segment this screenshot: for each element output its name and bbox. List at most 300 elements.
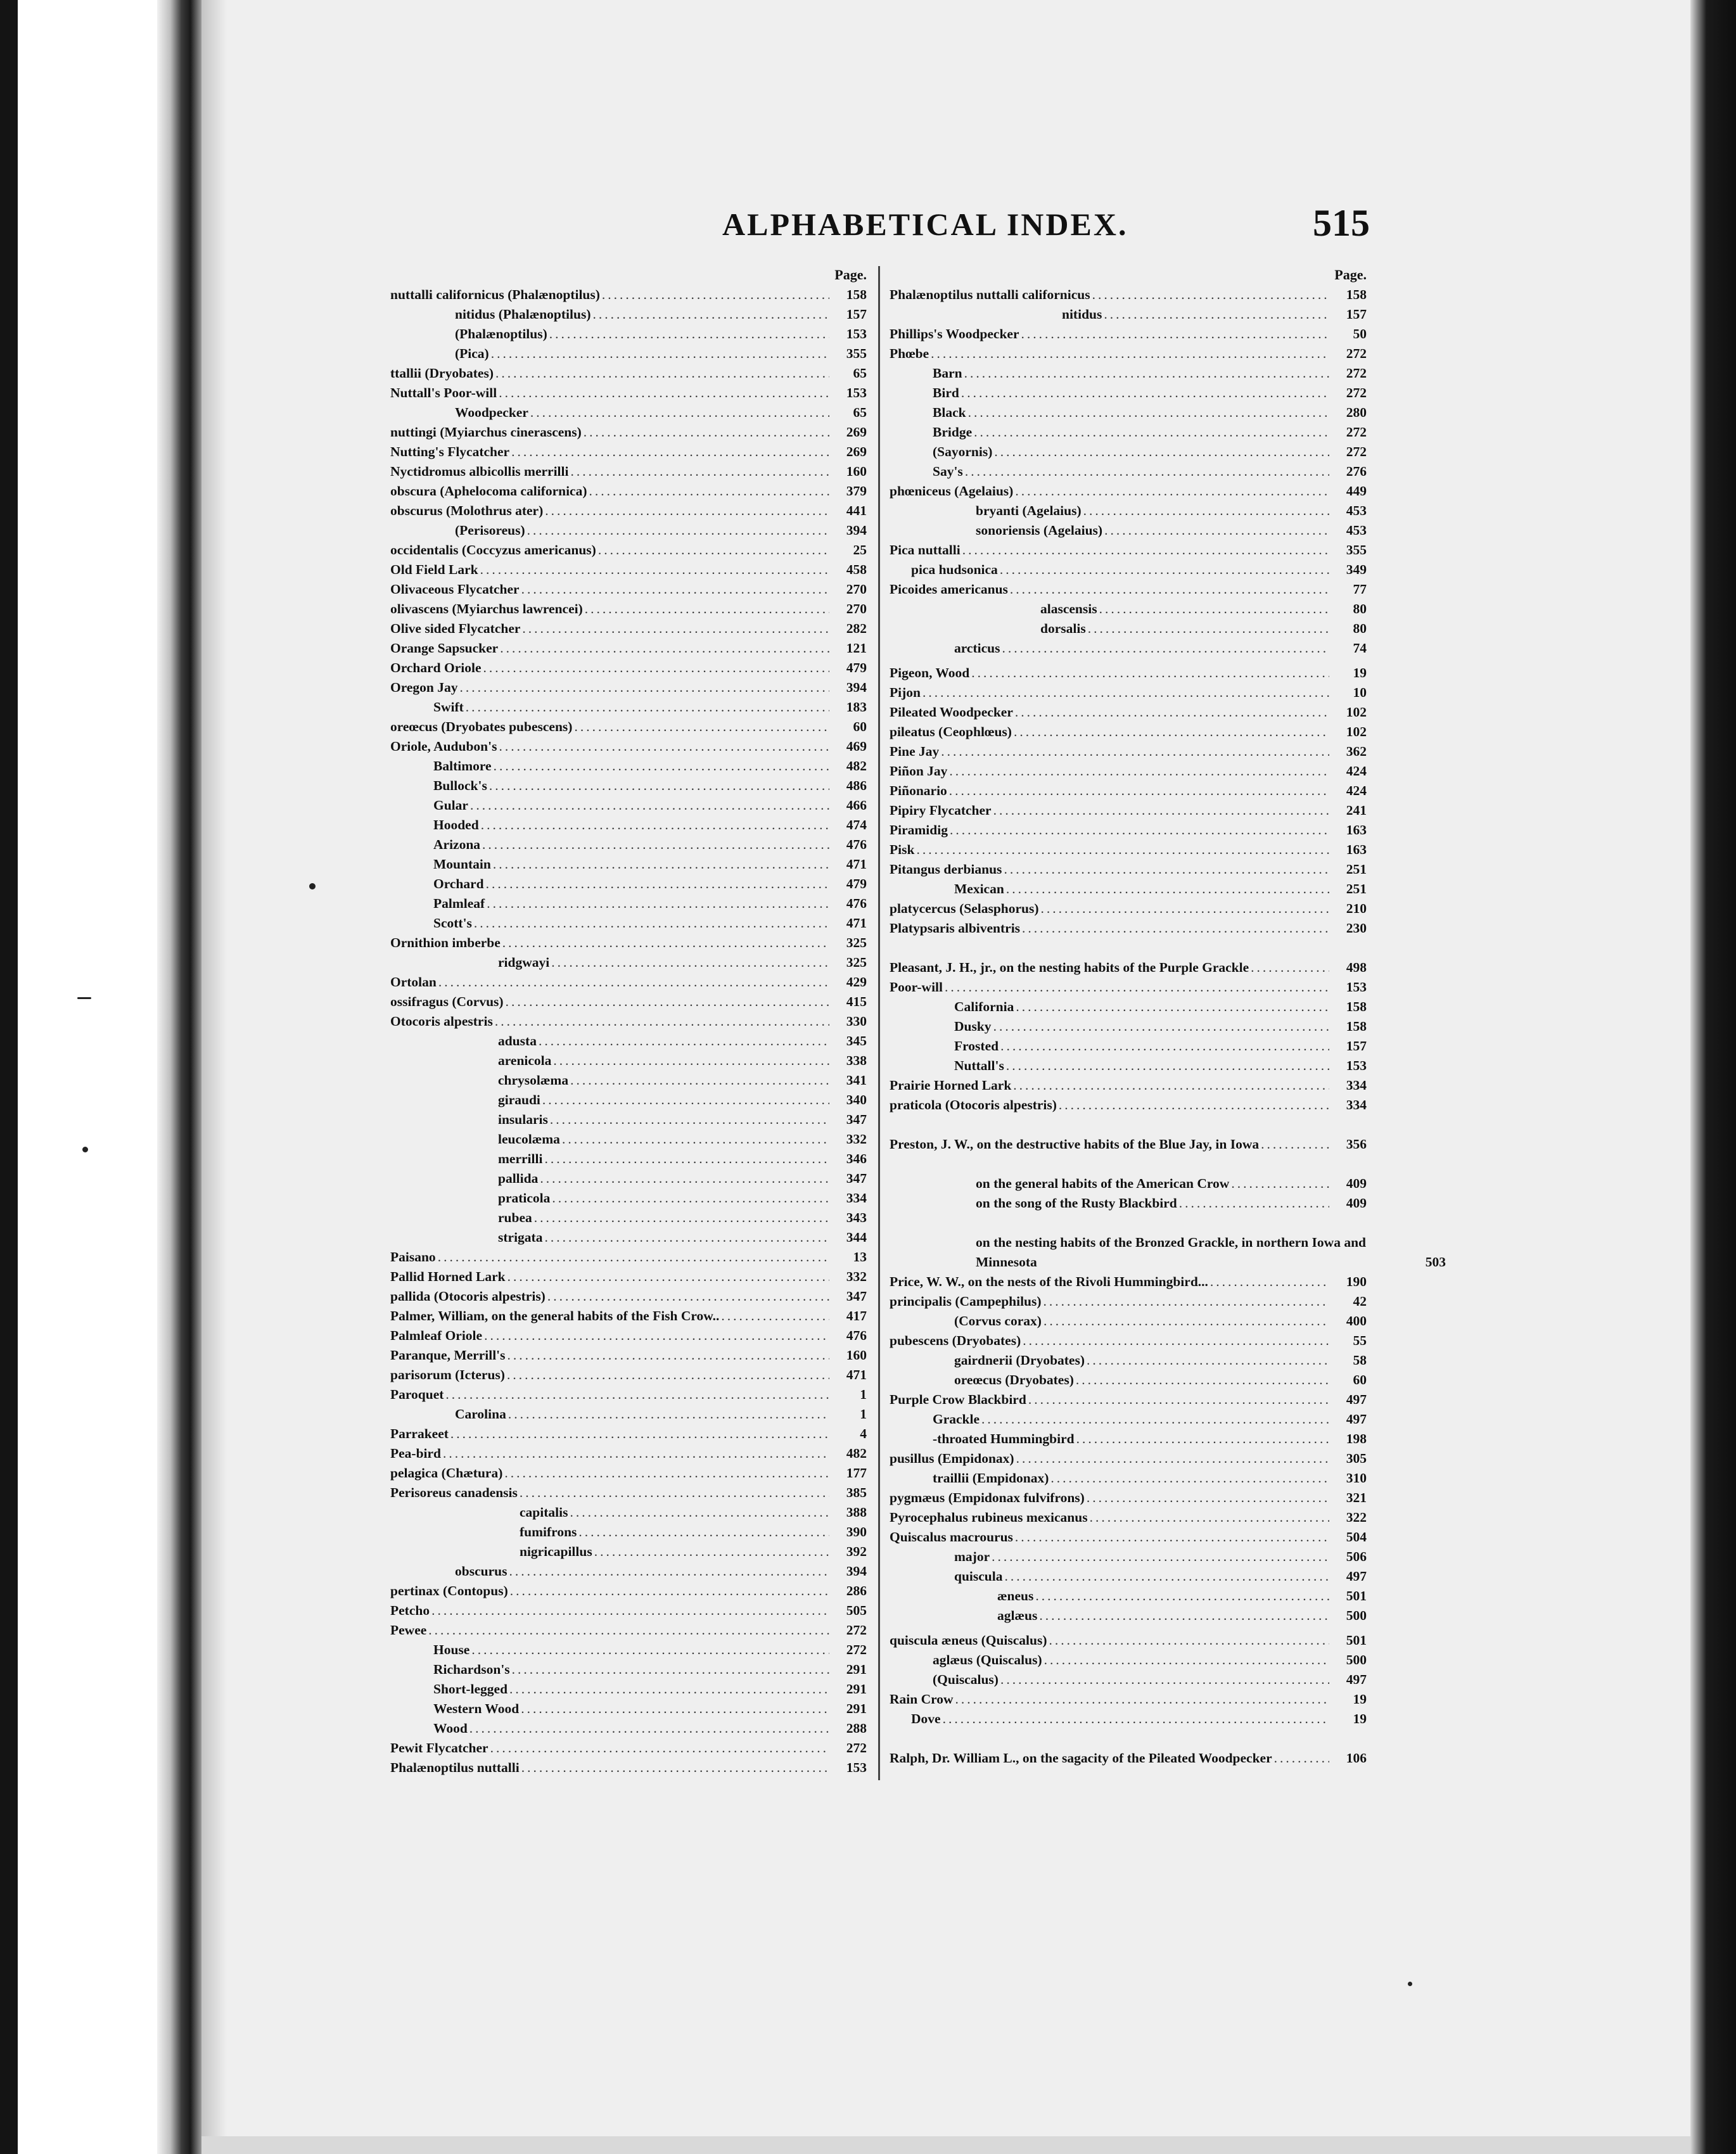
leader-dots [1023,1331,1329,1351]
entry-page-number: 424 [1346,783,1367,798]
entry-term: Carolina [455,1406,506,1422]
index-entry [390,1090,867,1110]
index-entry [390,855,867,874]
leader-dots [1015,481,1329,501]
index-entry [390,324,867,344]
entry-page-number: 334 [846,1190,867,1206]
entry-page-number: 338 [846,1053,867,1068]
entry-page-number: 486 [846,778,867,793]
entry-page-number: 13 [853,1249,867,1265]
index-entry [390,1228,867,1247]
leader-dots [491,344,829,364]
entry-term: Baltimore [433,758,492,774]
leader-dots [931,344,1329,364]
entry-page-number: 471 [846,857,867,872]
entry-term: nuttalli californicus (Phalænoptilus) [390,287,600,302]
leader-dots [512,1660,829,1679]
entry-page-number: 269 [846,444,867,459]
leader-dots [585,599,829,619]
entry-term: (Corvus corax) [954,1313,1042,1329]
entry-term: Short-legged [433,1681,508,1697]
entry-term: Nyctidromus albicollis merrilli [390,464,569,479]
index-entry [390,1601,867,1621]
leader-dots [993,1017,1329,1036]
leader-dots [508,1405,829,1424]
entry-term: Paisano [390,1249,436,1265]
index-entry [390,403,867,423]
entry-page-number: 55 [1353,1333,1367,1348]
index-entry [890,1056,1367,1076]
index-entry [890,1115,1367,1154]
entry-page-number: 347 [846,1112,867,1127]
index-entry [390,658,867,678]
entry-term: principalis (Campephilus) [890,1294,1042,1309]
leader-dots [495,364,829,383]
entry-page-number: 288 [846,1721,867,1736]
entry-term: California [954,999,1014,1014]
entry-term: Phalænoptilus nuttalli [390,1760,520,1775]
entry-page-number: 291 [846,1662,867,1677]
leader-dots [445,1385,829,1405]
page-number: 515 [1313,202,1370,244]
entry-term: Palmleaf Oriole [390,1328,483,1343]
entry-term: sonoriensis (Agelaius) [976,523,1103,538]
entry-term: Western Wood [433,1701,520,1716]
entry-page-number: 453 [1346,523,1367,538]
entry-term: Pine Jay [890,744,940,759]
leader-dots [1013,1076,1329,1095]
leader-dots [544,1228,829,1247]
entry-term: praticola [498,1190,551,1206]
entry-page-number: 400 [1346,1313,1367,1329]
index-entry [890,305,1367,324]
entry-term: olivascens (Myiarchus lawrencei) [390,601,583,616]
entry-page-number: 476 [846,1328,867,1343]
entry-term: Pewee [390,1622,427,1638]
leader-dots [1016,1449,1329,1469]
leader-dots [438,972,829,992]
leader-dots [1002,639,1329,658]
entry-term: Say's [933,464,963,479]
entry-term: dorsalis [1040,621,1086,636]
column-divider [878,266,880,1780]
entry-page-number: 1 [860,1406,867,1422]
entry-page-number: 497 [1346,1672,1367,1687]
index-entry [390,344,867,364]
entry-page-number: 153 [846,326,867,341]
index-entry [890,919,1367,938]
entry-term: Oriole, Audubon's [390,739,497,754]
entry-term: -throated Hummingbird [933,1431,1075,1446]
entry-term: Pea-bird [390,1446,442,1461]
entry-term: Black [933,405,966,420]
entry-term: strigata [498,1230,543,1245]
entry-term: Pewit Flycatcher [390,1740,488,1756]
entry-term: Pallid Horned Lark [390,1269,506,1284]
entry-page-number: 325 [846,955,867,970]
index-entry [390,540,867,560]
leader-dots [1076,1429,1329,1449]
entry-term: æneus [997,1588,1034,1603]
leader-dots [481,815,829,835]
entry-page-number: 153 [846,1760,867,1775]
leader-dots [941,742,1329,762]
entry-term: pygmæus (Empidonax fulvifrons) [890,1490,1085,1505]
entry-page-number: 344 [846,1230,867,1245]
leader-dots [562,1130,829,1149]
leader-dots [470,796,829,815]
index-entry [890,781,1367,801]
leader-dots [1251,958,1329,978]
gutter-shadow [201,0,227,2154]
entry-page-number: 102 [1346,704,1367,720]
entry-page-number: 482 [846,1446,867,1461]
entry-page-number: 479 [846,660,867,675]
leader-dots [1088,619,1329,639]
leader-dots [527,521,829,540]
entry-page-number: 347 [846,1289,867,1304]
entry-page-number: 163 [1346,822,1367,838]
index-entry [390,1365,867,1385]
leader-dots [520,1483,829,1503]
entry-term: (Perisoreus) [455,523,525,538]
index-entry [390,1306,867,1326]
entry-page-number: 291 [846,1701,867,1716]
entry-term: (Phalænoptilus) [455,326,547,341]
index-entry [890,1017,1367,1036]
entry-term: Paranque, Merrill's [390,1348,506,1363]
entry-term: Dusky [954,1019,992,1034]
index-entry [390,364,867,383]
entry-term: Nuttall's [954,1058,1004,1073]
entry-page-number: 210 [1346,901,1367,916]
leader-dots [466,698,829,717]
leader-dots [592,305,829,324]
entry-page-number: 160 [846,464,867,479]
index-entry [890,1076,1367,1095]
index-entry [390,1169,867,1189]
entry-page-number: 157 [1346,307,1367,322]
index-entry [390,1758,867,1778]
entry-page-number: 158 [1346,1019,1367,1034]
entry-term: praticola (Otocoris alpestris) [890,1097,1057,1112]
entry-term: Orange Sapsucker [390,640,499,656]
index-entry [390,1581,867,1601]
entry-page-number: 497 [1346,1412,1367,1427]
index-entry [890,1095,1367,1115]
leader-dots [916,840,1329,860]
entry-term: Ralph, Dr. William L., on the sagacity of the Pileated Woodpecker [890,1750,1272,1766]
entry-term: ridgwayi [498,955,550,970]
entry-term: Purple Crow Blackbird [890,1392,1026,1407]
index-entry [390,1346,867,1365]
index-entry [390,953,867,972]
entry-page-number: 158 [846,287,867,302]
entry-term: aglæus (Quiscalus) [933,1652,1042,1667]
entry-term: Rain Crow [890,1692,954,1707]
entry-page-number: 60 [1353,1372,1367,1387]
leader-dots [992,1547,1329,1567]
leader-dots [549,324,829,344]
entry-term: chrysolæma [498,1073,569,1088]
scan-bottom-edge [201,2136,1690,2154]
entry-term: bryanti (Agelaius) [976,503,1082,518]
entry-term: Preston, J. W., on the destructive habits of the Blue Jay, in Iowa [890,1137,1260,1152]
entry-term: aglæus [997,1608,1038,1623]
leader-dots [509,1679,829,1699]
entry-page-number: 291 [846,1681,867,1697]
entry-term: Olivaceous Flycatcher [390,582,520,597]
entry-page-number: 272 [846,1642,867,1657]
leader-dots [1210,1272,1329,1292]
entry-term: Pipiry Flycatcher [890,803,992,818]
index-entry [390,1444,867,1463]
index-entry [890,1429,1367,1449]
leader-dots [428,1621,829,1640]
index-entry [890,978,1367,997]
leader-dots [551,953,829,972]
leader-dots [1083,501,1329,521]
index-entry [890,285,1367,305]
leader-dots [506,992,829,1012]
index-entry [390,423,867,442]
index-entry [390,1267,867,1287]
index-entry [890,619,1367,639]
entry-page-number: 42 [1353,1294,1367,1309]
index-entry [890,442,1367,462]
index-entry [890,801,1367,820]
entry-term: Swift [433,699,464,715]
entry-page-number: 177 [846,1465,867,1481]
entry-page-number: 272 [1346,346,1367,361]
index-entry [390,1405,867,1424]
index-entry [390,992,867,1012]
entry-term: Palmleaf [433,896,485,911]
index-entry [390,442,867,462]
index-entry [890,1154,1367,1194]
entry-page-number: 269 [846,424,867,440]
index-entry [390,1130,867,1149]
entry-term: Orchard Oriole [390,660,482,675]
leader-dots [570,1503,829,1522]
leader-dots [552,1189,829,1208]
index-entry [890,501,1367,521]
entry-term: major [954,1549,990,1564]
index-entry [890,840,1367,860]
leader-dots [487,894,829,914]
entry-term: Pijon [890,685,921,700]
index-entry [390,521,867,540]
index-entry [890,1650,1367,1670]
entry-page-number: 65 [853,405,867,420]
entry-term: Woodpecker [455,405,528,420]
leader-dots [962,540,1329,560]
entry-term: Phalænoptilus nuttalli californicus [890,287,1090,302]
scan-left-border [0,0,18,2154]
index-entry [890,1469,1367,1488]
entry-term: adusta [498,1033,537,1048]
entry-term: nitidus (Phalænoptilus) [455,307,591,322]
entry-page-number: 482 [846,758,867,774]
entry-term: (Sayornis) [933,444,993,459]
entry-term: pubescens (Dryobates) [890,1333,1021,1348]
leader-dots [482,835,829,855]
leader-dots [981,1410,1329,1429]
index-entry [890,860,1367,879]
index-entry [390,285,867,305]
entry-page-number: 349 [1346,562,1367,577]
index-entry [390,894,867,914]
leader-dots [950,820,1329,840]
leader-dots [431,1601,829,1621]
index-entry [890,481,1367,501]
index-entry [390,1463,867,1483]
index-entry [390,383,867,403]
leader-dots [438,1247,829,1267]
index-entry [890,663,1367,683]
entry-term: quiscula æneus (Quiscalus) [890,1633,1047,1648]
entry-term: Pica nuttalli [890,542,961,558]
index-entry [890,1586,1367,1606]
index-entry [390,1483,867,1503]
entry-term: Otocoris alpestris [390,1014,493,1029]
index-entry [890,324,1367,344]
entry-page-number: 385 [846,1485,867,1500]
entry-term: Grackle [933,1412,980,1427]
entry-term: Price, W. W., on the nests of the Rivoli Hummingbird... [890,1274,1208,1289]
leader-dots [1006,1056,1329,1076]
index-entry [890,1311,1367,1331]
entry-term: Piñonario [890,783,947,798]
entry-term: Nutting's Flycatcher [390,444,510,459]
index-entry [890,879,1367,899]
leader-dots [443,1444,829,1463]
leader-dots [534,1208,829,1228]
entry-page-number: 1 [860,1387,867,1402]
scan-right-border [1690,0,1736,2154]
index-entry [890,1370,1367,1390]
leader-dots [450,1424,829,1444]
index-entry [390,1738,867,1758]
entry-page-number: 346 [846,1151,867,1166]
entry-term: nigricapillus [520,1544,592,1559]
entry-page-number: 198 [1346,1431,1367,1446]
entry-spacer [890,658,1367,663]
entry-term: leucolæma [498,1131,560,1147]
leader-dots [974,423,1329,442]
leader-dots [1274,1749,1329,1768]
index-entry [390,305,867,324]
entry-term: Arizona [433,837,481,852]
leader-dots [1050,1469,1329,1488]
leader-dots [971,663,1329,683]
entry-page-number: 310 [1346,1470,1367,1486]
index-entry [890,742,1367,762]
leader-dots [589,481,829,501]
index-entry [390,1522,867,1542]
entry-page-number: 441 [846,503,867,518]
entry-term: Old Field Lark [390,562,478,577]
entry-term: merrilli [498,1151,543,1166]
leader-dots [471,1640,829,1660]
entry-term: Phillips's Woodpecker [890,326,1019,341]
leader-dots [1179,1194,1329,1213]
index-entry [890,683,1367,703]
index-entry [390,1189,867,1208]
entry-page-number: 355 [1346,542,1367,558]
entry-page-number: 340 [846,1092,867,1107]
leader-dots [1076,1370,1329,1390]
leader-dots [598,540,829,560]
index-entry [890,1631,1367,1650]
entry-page-number: 241 [1346,803,1367,818]
entry-term: pallida [498,1171,539,1186]
entry-page-number: 280 [1346,405,1367,420]
entry-page-number: 251 [1346,862,1367,877]
entry-term: fumifrons [520,1524,577,1539]
entry-term: gairdnerii (Dryobates) [954,1353,1085,1368]
entry-term: alascensis [1040,601,1097,616]
entry-term: nuttingi (Myiarchus cinerascens) [390,424,582,440]
entry-term: Mexican [954,881,1004,896]
entry-term: Ortolan [390,974,437,990]
index-entry [890,1488,1367,1508]
index-entry [390,815,867,835]
entry-term: pica hudsonica [911,562,998,577]
entry-term: Petcho [390,1603,430,1618]
entry-page-number: 106 [1346,1750,1367,1766]
index-entry [390,933,867,953]
leader-dots [993,801,1329,820]
entry-page-number: 80 [1353,601,1367,616]
index-entry [390,1012,867,1031]
entry-term: Pleasant, J. H., jr., on the nesting habits of the Purple Grackle [890,960,1249,975]
index-entry [890,1213,1446,1272]
entry-page-number: 466 [846,798,867,813]
index-entry [890,383,1367,403]
entry-term: Poor-will [890,979,943,995]
leader-dots [480,560,829,580]
index-entry [890,1729,1367,1768]
entry-term: Prairie Horned Lark [890,1078,1012,1093]
leader-dots [490,1738,829,1758]
entry-term: pertinax (Contopus) [390,1583,508,1598]
leader-dots [507,1365,829,1385]
entry-page-number: 330 [846,1014,867,1029]
index-entry [890,1351,1367,1370]
entry-page-number: 272 [1346,424,1367,440]
index-entry [890,899,1367,919]
index-entry [390,874,867,894]
index-entry [890,364,1367,383]
index-entry [390,756,867,776]
entry-page-number: 415 [846,994,867,1009]
index-entry [890,762,1367,781]
entry-term: Pileated Woodpecker [890,704,1013,720]
entry-page-number: 476 [846,896,867,911]
leader-dots [1010,580,1329,599]
entry-term: oreœcus (Dryobates pubescens) [390,719,573,734]
index-entry [390,639,867,658]
entry-term: Phœbe [890,346,929,361]
entry-page-number: 409 [1346,1176,1367,1191]
leader-dots [1104,305,1329,324]
leader-dots [469,1719,829,1738]
leader-dots [530,403,829,423]
entry-page-number: 497 [1346,1569,1367,1584]
entry-page-number: 58 [1353,1353,1367,1368]
page-column-heading: Page. [1334,267,1367,283]
